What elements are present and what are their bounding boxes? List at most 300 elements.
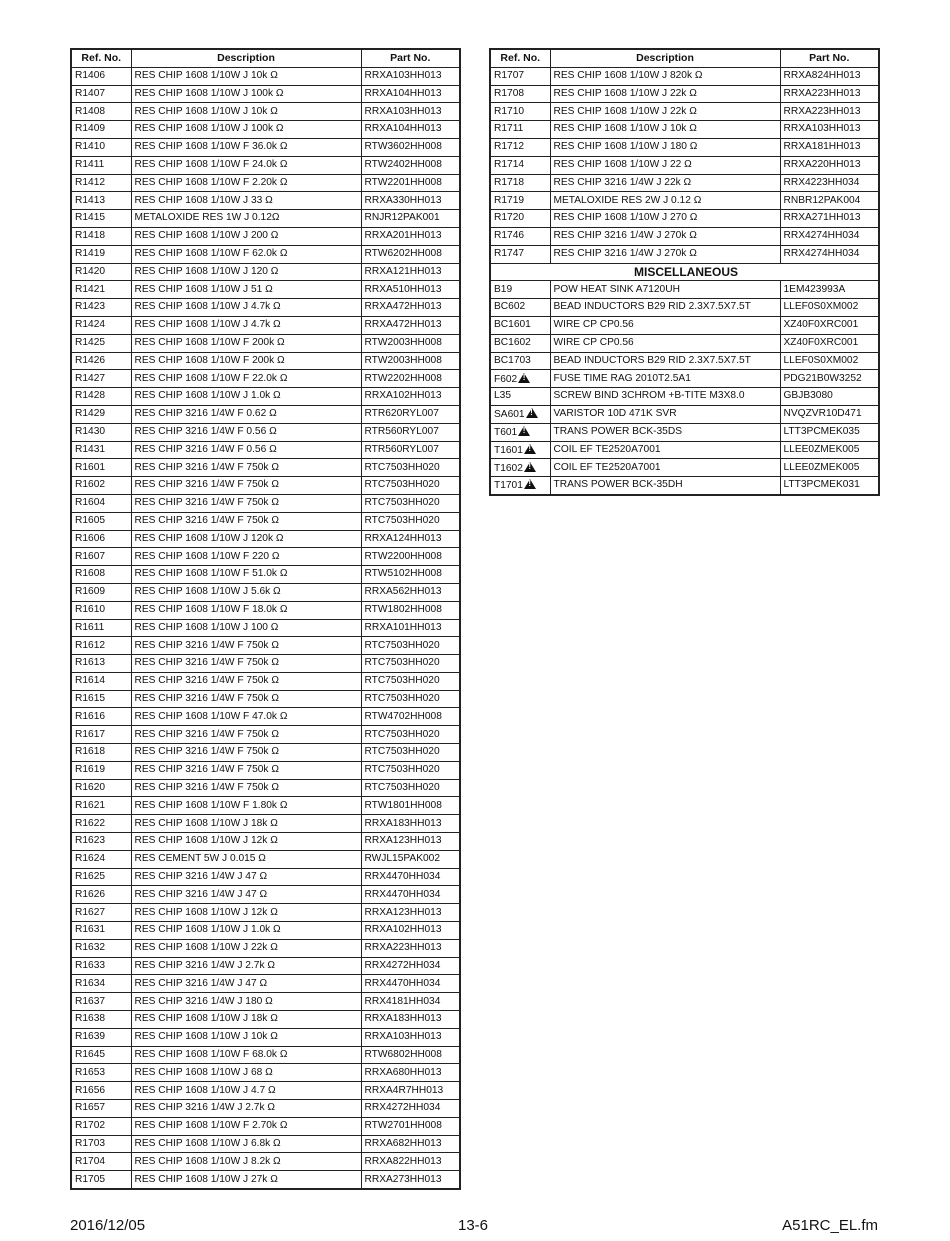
description-cell: RES CHIP 3216 1/4W F 750k Ω [131, 512, 361, 530]
ref-no-cell: R1614 [71, 672, 131, 690]
description-cell: WIRE CP CP0.56 [550, 316, 780, 334]
part-no-cell: RTC7503HH020 [361, 637, 460, 655]
part-no-cell: RTC7503HH020 [361, 494, 460, 512]
description-cell: TRANS POWER BCK-35DS [550, 423, 780, 441]
safety-warning-icon [518, 426, 530, 436]
description-cell: RES CHIP 1608 1/10W J 22k Ω [550, 85, 780, 103]
ref-no-cell: R1415 [71, 210, 131, 228]
description-cell: COIL EF TE2520A7001 [550, 459, 780, 477]
ref-no-cell: R1412 [71, 174, 131, 192]
part-no-cell: RTW2701HH008 [361, 1117, 460, 1135]
description-cell: RES CHIP 3216 1/4W F 750k Ω [131, 459, 361, 477]
description-cell: RES CHIP 3216 1/4W J 47 Ω [131, 975, 361, 993]
ref-no-cell: R1720 [490, 210, 550, 228]
description-cell: RES CHIP 1608 1/10W J 10k Ω [131, 67, 361, 85]
ref-no-cell: R1708 [490, 85, 550, 103]
description-cell: RES CHIP 1608 1/10W J 1.0k Ω [131, 388, 361, 406]
part-no-cell: RRXA330HH013 [361, 192, 460, 210]
ref-no-cell: R1624 [71, 850, 131, 868]
table-row [71, 922, 460, 940]
table-row [71, 672, 460, 690]
parts-list-left [71, 67, 460, 1189]
part-no-cell: RRXA822HH013 [361, 1153, 460, 1171]
description-cell: RES CHIP 1608 1/10W J 8.2k Ω [131, 1153, 361, 1171]
table-row [71, 352, 460, 370]
part-no-cell: RRXA223HH013 [361, 939, 460, 957]
ref-no-cell: R1618 [71, 744, 131, 762]
description-cell: RES CHIP 1608 1/10W J 100k Ω [131, 85, 361, 103]
ref-no-cell: R1645 [71, 1046, 131, 1064]
table-row [71, 637, 460, 655]
part-no-cell: RNBR12PAK004 [780, 192, 879, 210]
description-cell: RES CHIP 1608 1/10W J 820k Ω [550, 67, 780, 85]
table-row [490, 174, 879, 192]
description-cell: RES CHIP 3216 1/4W F 750k Ω [131, 477, 361, 495]
part-no-cell: RRXA102HH013 [361, 388, 460, 406]
table-row [71, 744, 460, 762]
parts-list-misc [490, 281, 879, 495]
table-row [71, 548, 460, 566]
part-no-cell: RRXA103HH013 [361, 103, 460, 121]
description-cell: RES CHIP 1608 1/10W J 1.0k Ω [131, 922, 361, 940]
part-no-cell: LLEE0ZMEK005 [780, 441, 879, 459]
header-ref-no: Ref. No. [71, 49, 131, 67]
ref-no-cell: R1610 [71, 601, 131, 619]
ref-no-cell: R1631 [71, 922, 131, 940]
table-row [490, 121, 879, 139]
description-cell: RES CHIP 1608 1/10W J 22 Ω [550, 156, 780, 174]
description-cell: RES CHIP 1608 1/10W J 51 Ω [131, 281, 361, 299]
part-no-cell: RTW1802HH008 [361, 601, 460, 619]
description-cell: RES CHIP 1608 1/10W J 4.7 Ω [131, 1082, 361, 1100]
part-no-cell: RRXA472HH013 [361, 299, 460, 317]
table-row [490, 138, 879, 156]
table-row [71, 174, 460, 192]
table-row [71, 566, 460, 584]
table-row [71, 583, 460, 601]
ref-no-cell: R1429 [71, 405, 131, 423]
ref-no-cell: R1622 [71, 815, 131, 833]
ref-no-cell: R1426 [71, 352, 131, 370]
description-cell: RES CHIP 1608 1/10W J 12k Ω [131, 833, 361, 851]
ref-no-cell: R1620 [71, 779, 131, 797]
ref-no-cell: R1615 [71, 690, 131, 708]
part-no-cell: RTC7503HH020 [361, 512, 460, 530]
table-row [71, 1117, 460, 1135]
ref-no-text: BC1602 [494, 337, 531, 349]
part-no-cell: RRXA472HH013 [361, 316, 460, 334]
parts-table-left [70, 48, 461, 1190]
ref-no-cell: R1609 [71, 583, 131, 601]
description-cell: RES CHIP 3216 1/4W F 0.56 Ω [131, 441, 361, 459]
ref-no-cell: R1413 [71, 192, 131, 210]
safety-warning-icon [524, 462, 536, 472]
ref-no-cell: R1656 [71, 1082, 131, 1100]
description-cell: POW HEAT SINK A7120UH [550, 281, 780, 299]
part-no-cell: RTR620RYL007 [361, 405, 460, 423]
ref-no-cell [490, 316, 550, 334]
part-no-cell: 1EM423993A [780, 281, 879, 299]
part-no-cell: RRXA103HH013 [361, 67, 460, 85]
description-cell: RES CHIP 1608 1/10W F 1.80k Ω [131, 797, 361, 815]
part-no-cell: RTR560RYL007 [361, 441, 460, 459]
part-no-cell: RRX4223HH034 [780, 174, 879, 192]
part-no-cell: RTW4702HH008 [361, 708, 460, 726]
ref-no-text: BC1703 [494, 354, 531, 366]
part-no-cell: RRXA183HH013 [361, 815, 460, 833]
table-row [71, 156, 460, 174]
header-part-no: Part No. [780, 49, 879, 67]
part-no-cell: RRX4470HH034 [361, 886, 460, 904]
footer-page-number: 13-6 [458, 1217, 489, 1234]
ref-no-text: BC602 [494, 301, 526, 313]
header-part-no: Part No. [361, 49, 460, 67]
table-row [71, 370, 460, 388]
table-row [71, 459, 460, 477]
ref-no-cell: R1623 [71, 833, 131, 851]
table-row [71, 227, 460, 245]
header-description: Description [550, 49, 780, 67]
table-row [490, 405, 879, 423]
table-row [71, 779, 460, 797]
description-cell: RES CHIP 3216 1/4W F 750k Ω [131, 744, 361, 762]
table-row [71, 281, 460, 299]
part-no-cell: RRXA181HH013 [780, 138, 879, 156]
description-cell: RES CHIP 1608 1/10W J 22k Ω [550, 103, 780, 121]
part-no-cell: RRX4272HH034 [361, 957, 460, 975]
part-no-cell: RTW2200HH008 [361, 548, 460, 566]
part-no-cell: LLEF0S0XM002 [780, 299, 879, 317]
table-row [71, 868, 460, 886]
ref-no-text: BC1601 [494, 319, 531, 331]
table-row [71, 530, 460, 548]
table-row [71, 761, 460, 779]
ref-no-cell: R1704 [71, 1153, 131, 1171]
table-row [490, 227, 879, 245]
part-no-cell: XZ40F0XRC001 [780, 316, 879, 334]
ref-no-text: T601 [494, 427, 518, 439]
ref-no-cell: R1611 [71, 619, 131, 637]
ref-no-cell: R1604 [71, 494, 131, 512]
description-cell: RES CHIP 1608 1/10W J 12k Ω [131, 904, 361, 922]
ref-no-cell: R1621 [71, 797, 131, 815]
description-cell: RES CHIP 1608 1/10W J 27k Ω [131, 1171, 361, 1189]
ref-no-cell: R1627 [71, 904, 131, 922]
description-cell: RES CEMENT 5W J 0.015 Ω [131, 850, 361, 868]
description-cell: TRANS POWER BCK-35DH [550, 477, 780, 495]
table-row [71, 993, 460, 1011]
table-row [71, 85, 460, 103]
description-cell: BEAD INDUCTORS B29 RID 2.3X7.5X7.5T [550, 299, 780, 317]
description-cell: METALOXIDE RES 2W J 0.12 Ω [550, 192, 780, 210]
table-row [71, 334, 460, 352]
table-row [490, 316, 879, 334]
part-no-cell: RTW6202HH008 [361, 245, 460, 263]
table-row [71, 1082, 460, 1100]
table-row [71, 904, 460, 922]
description-cell: RES CHIP 1608 1/10W F 2.20k Ω [131, 174, 361, 192]
ref-no-cell: R1411 [71, 156, 131, 174]
ref-no-cell: R1430 [71, 423, 131, 441]
part-no-cell: RRXA123HH013 [361, 833, 460, 851]
ref-no-cell: R1712 [490, 138, 550, 156]
description-cell: RES CHIP 1608 1/10W J 180 Ω [550, 138, 780, 156]
part-no-cell: RTC7503HH020 [361, 459, 460, 477]
ref-no-cell [490, 352, 550, 370]
table-row [71, 263, 460, 281]
part-no-cell: RTC7503HH020 [361, 672, 460, 690]
part-no-cell: RRXA102HH013 [361, 922, 460, 940]
ref-no-cell: R1634 [71, 975, 131, 993]
ref-no-cell: R1702 [71, 1117, 131, 1135]
description-cell: RES CHIP 3216 1/4W F 750k Ω [131, 779, 361, 797]
ref-no-cell: R1607 [71, 548, 131, 566]
table-row [71, 1011, 460, 1029]
misc-section [490, 263, 879, 281]
ref-no-text: T1601 [494, 444, 523, 456]
ref-no-cell [490, 405, 550, 423]
ref-no-cell: R1719 [490, 192, 550, 210]
description-cell: RES CHIP 1608 1/10W J 68 Ω [131, 1064, 361, 1082]
description-cell: RES CHIP 1608 1/10W F 18.0k Ω [131, 601, 361, 619]
ref-no-cell [490, 423, 550, 441]
ref-no-cell: R1406 [71, 67, 131, 85]
description-cell: RES CHIP 3216 1/4W F 750k Ω [131, 672, 361, 690]
description-cell: RES CHIP 3216 1/4W F 750k Ω [131, 655, 361, 673]
part-no-cell: RWJL15PAK002 [361, 850, 460, 868]
table-row [71, 797, 460, 815]
ref-no-cell: R1625 [71, 868, 131, 886]
description-cell: RES CHIP 1608 1/10W F 2.70k Ω [131, 1117, 361, 1135]
ref-no-cell: R1637 [71, 993, 131, 1011]
ref-no-cell: R1409 [71, 121, 131, 139]
table-row [71, 494, 460, 512]
description-cell: RES CHIP 3216 1/4W F 0.62 Ω [131, 405, 361, 423]
description-cell: METALOXIDE RES 1W J 0.12Ω [131, 210, 361, 228]
part-no-cell: XZ40F0XRC001 [780, 334, 879, 352]
description-cell: RES CHIP 1608 1/10W F 47.0k Ω [131, 708, 361, 726]
ref-no-cell: R1710 [490, 103, 550, 121]
table-row [71, 103, 460, 121]
part-no-cell: RRX4272HH034 [361, 1100, 460, 1118]
table-row [490, 67, 879, 85]
part-no-cell: RRXA103HH013 [780, 121, 879, 139]
ref-no-cell: R1632 [71, 939, 131, 957]
ref-no-cell [490, 388, 550, 406]
table-row [490, 156, 879, 174]
part-no-cell: RTW2003HH008 [361, 352, 460, 370]
ref-no-cell: R1747 [490, 245, 550, 263]
part-no-cell: RRXA682HH013 [361, 1135, 460, 1153]
ref-no-cell: R1421 [71, 281, 131, 299]
table-header-row [490, 49, 879, 67]
description-cell: RES CHIP 1608 1/10W J 100k Ω [131, 121, 361, 139]
part-no-cell: GBJB3080 [780, 388, 879, 406]
ref-no-cell: R1653 [71, 1064, 131, 1082]
description-cell: RES CHIP 3216 1/4W F 750k Ω [131, 494, 361, 512]
table-row [490, 423, 879, 441]
description-cell: RES CHIP 3216 1/4W J 270k Ω [550, 245, 780, 263]
table-row [71, 512, 460, 530]
ref-no-cell: R1707 [490, 67, 550, 85]
ref-no-cell [490, 281, 550, 299]
ref-no-cell: R1410 [71, 138, 131, 156]
part-no-cell: RRXA223HH013 [780, 103, 879, 121]
table-row [71, 939, 460, 957]
table-row [490, 245, 879, 263]
ref-no-cell: R1428 [71, 388, 131, 406]
table-row [71, 1171, 460, 1189]
ref-no-cell [490, 441, 550, 459]
description-cell: RES CHIP 3216 1/4W F 0.56 Ω [131, 423, 361, 441]
description-cell: RES CHIP 1608 1/10W F 36.0k Ω [131, 138, 361, 156]
part-no-cell: RRXA124HH013 [361, 530, 460, 548]
ref-no-cell: R1617 [71, 726, 131, 744]
description-cell: BEAD INDUCTORS B29 RID 2.3X7.5X7.5T [550, 352, 780, 370]
part-no-cell: RRXA123HH013 [361, 904, 460, 922]
part-no-cell: RTC7503HH020 [361, 779, 460, 797]
ref-no-cell: R1407 [71, 85, 131, 103]
table-row [71, 655, 460, 673]
part-no-cell: RTW6802HH008 [361, 1046, 460, 1064]
ref-no-cell: R1605 [71, 512, 131, 530]
ref-no-cell: R1602 [71, 477, 131, 495]
ref-no-cell: R1423 [71, 299, 131, 317]
part-no-cell: RRXA680HH013 [361, 1064, 460, 1082]
table-row [71, 601, 460, 619]
parts-list-right [490, 67, 879, 263]
description-cell: RES CHIP 1608 1/10W J 270 Ω [550, 210, 780, 228]
part-no-cell: RRXA510HH013 [361, 281, 460, 299]
table-row [490, 477, 879, 495]
part-no-cell: RNJR12PAK001 [361, 210, 460, 228]
table-row [490, 192, 879, 210]
table-row [71, 67, 460, 85]
ref-no-cell: R1419 [71, 245, 131, 263]
ref-no-cell: R1639 [71, 1028, 131, 1046]
description-cell: RES CHIP 3216 1/4W F 750k Ω [131, 690, 361, 708]
description-cell: RES CHIP 1608 1/10W J 120k Ω [131, 530, 361, 548]
table-row [71, 1100, 460, 1118]
description-cell: RES CHIP 3216 1/4W F 750k Ω [131, 637, 361, 655]
ref-no-cell: R1408 [71, 103, 131, 121]
part-no-cell: RRX4274HH034 [780, 227, 879, 245]
ref-no-cell [490, 477, 550, 495]
table-row [71, 1153, 460, 1171]
table-row [71, 316, 460, 334]
footer-filename: A51RC_EL.fm [782, 1217, 878, 1234]
part-no-cell: RRXA121HH013 [361, 263, 460, 281]
safety-warning-icon [524, 444, 536, 454]
ref-no-cell: R1718 [490, 174, 550, 192]
part-no-cell: RTR560RYL007 [361, 423, 460, 441]
description-cell: RES CHIP 1608 1/10W J 10k Ω [550, 121, 780, 139]
table-row [71, 619, 460, 637]
table-row [71, 423, 460, 441]
parts-table-right [489, 48, 880, 496]
ref-no-cell: R1601 [71, 459, 131, 477]
table-row [71, 1028, 460, 1046]
description-cell: RES CHIP 1608 1/10W F 200k Ω [131, 352, 361, 370]
table-row [71, 1064, 460, 1082]
description-cell: RES CHIP 3216 1/4W F 750k Ω [131, 726, 361, 744]
ref-no-text: SA601 [494, 409, 525, 421]
part-no-cell: RRX4181HH034 [361, 993, 460, 1011]
ref-no-cell: R1714 [490, 156, 550, 174]
table-row [71, 245, 460, 263]
description-cell: RES CHIP 1608 1/10W J 10k Ω [131, 1028, 361, 1046]
part-no-cell: RRXA103HH013 [361, 1028, 460, 1046]
description-cell: RES CHIP 3216 1/4W J 270k Ω [550, 227, 780, 245]
part-no-cell: RTW3602HH008 [361, 138, 460, 156]
safety-warning-icon [518, 373, 530, 383]
ref-no-cell: R1626 [71, 886, 131, 904]
part-no-cell: RRX4274HH034 [780, 245, 879, 263]
part-no-cell: RRXA201HH013 [361, 227, 460, 245]
header-ref-no: Ref. No. [490, 49, 550, 67]
ref-no-cell [490, 459, 550, 477]
description-cell: RES CHIP 1608 1/10W F 200k Ω [131, 334, 361, 352]
part-no-cell: RTW2201HH008 [361, 174, 460, 192]
table-row [71, 690, 460, 708]
part-no-cell: LTT3PCMEK035 [780, 423, 879, 441]
table-row [490, 85, 879, 103]
description-cell: RES CHIP 1608 1/10W J 33 Ω [131, 192, 361, 210]
part-no-cell: RTW2202HH008 [361, 370, 460, 388]
part-no-cell: RTW2402HH008 [361, 156, 460, 174]
part-no-cell: LTT3PCMEK031 [780, 477, 879, 495]
part-no-cell: RRXA824HH013 [780, 67, 879, 85]
part-no-cell: RRXA104HH013 [361, 121, 460, 139]
part-no-cell: RTC7503HH020 [361, 761, 460, 779]
part-no-cell: RRXA4R7HH013 [361, 1082, 460, 1100]
description-cell: RES CHIP 1608 1/10W J 10k Ω [131, 103, 361, 121]
description-cell: RES CHIP 1608 1/10W J 100 Ω [131, 619, 361, 637]
table-row [490, 210, 879, 228]
header-description: Description [131, 49, 361, 67]
description-cell: RES CHIP 3216 1/4W J 47 Ω [131, 868, 361, 886]
description-cell: RES CHIP 1608 1/10W J 18k Ω [131, 1011, 361, 1029]
part-no-cell: RRXA271HH013 [780, 210, 879, 228]
table-row [490, 299, 879, 317]
description-cell: RES CHIP 1608 1/10W J 5.6k Ω [131, 583, 361, 601]
ref-no-cell: R1420 [71, 263, 131, 281]
part-no-cell: LLEF0S0XM002 [780, 352, 879, 370]
table-row [490, 441, 879, 459]
part-no-cell: RTW5102HH008 [361, 566, 460, 584]
misc-section-header-row [490, 263, 879, 281]
ref-no-cell: R1638 [71, 1011, 131, 1029]
description-cell: RES CHIP 1608 1/10W J 120 Ω [131, 263, 361, 281]
part-no-cell: RTW2003HH008 [361, 334, 460, 352]
table-row [490, 388, 879, 406]
table-row [71, 210, 460, 228]
ref-no-cell: R1746 [490, 227, 550, 245]
part-no-cell: RRX4470HH034 [361, 975, 460, 993]
part-no-cell: RTC7503HH020 [361, 655, 460, 673]
ref-no-text: T1701 [494, 480, 523, 492]
table-row [490, 352, 879, 370]
ref-no-cell: R1431 [71, 441, 131, 459]
table-row [71, 138, 460, 156]
ref-no-cell: R1608 [71, 566, 131, 584]
table-row [490, 459, 879, 477]
table-row [71, 957, 460, 975]
ref-no-text: L35 [494, 390, 511, 402]
ref-no-cell: R1424 [71, 316, 131, 334]
part-no-cell: RTC7503HH020 [361, 726, 460, 744]
part-no-cell: RRXA273HH013 [361, 1171, 460, 1189]
